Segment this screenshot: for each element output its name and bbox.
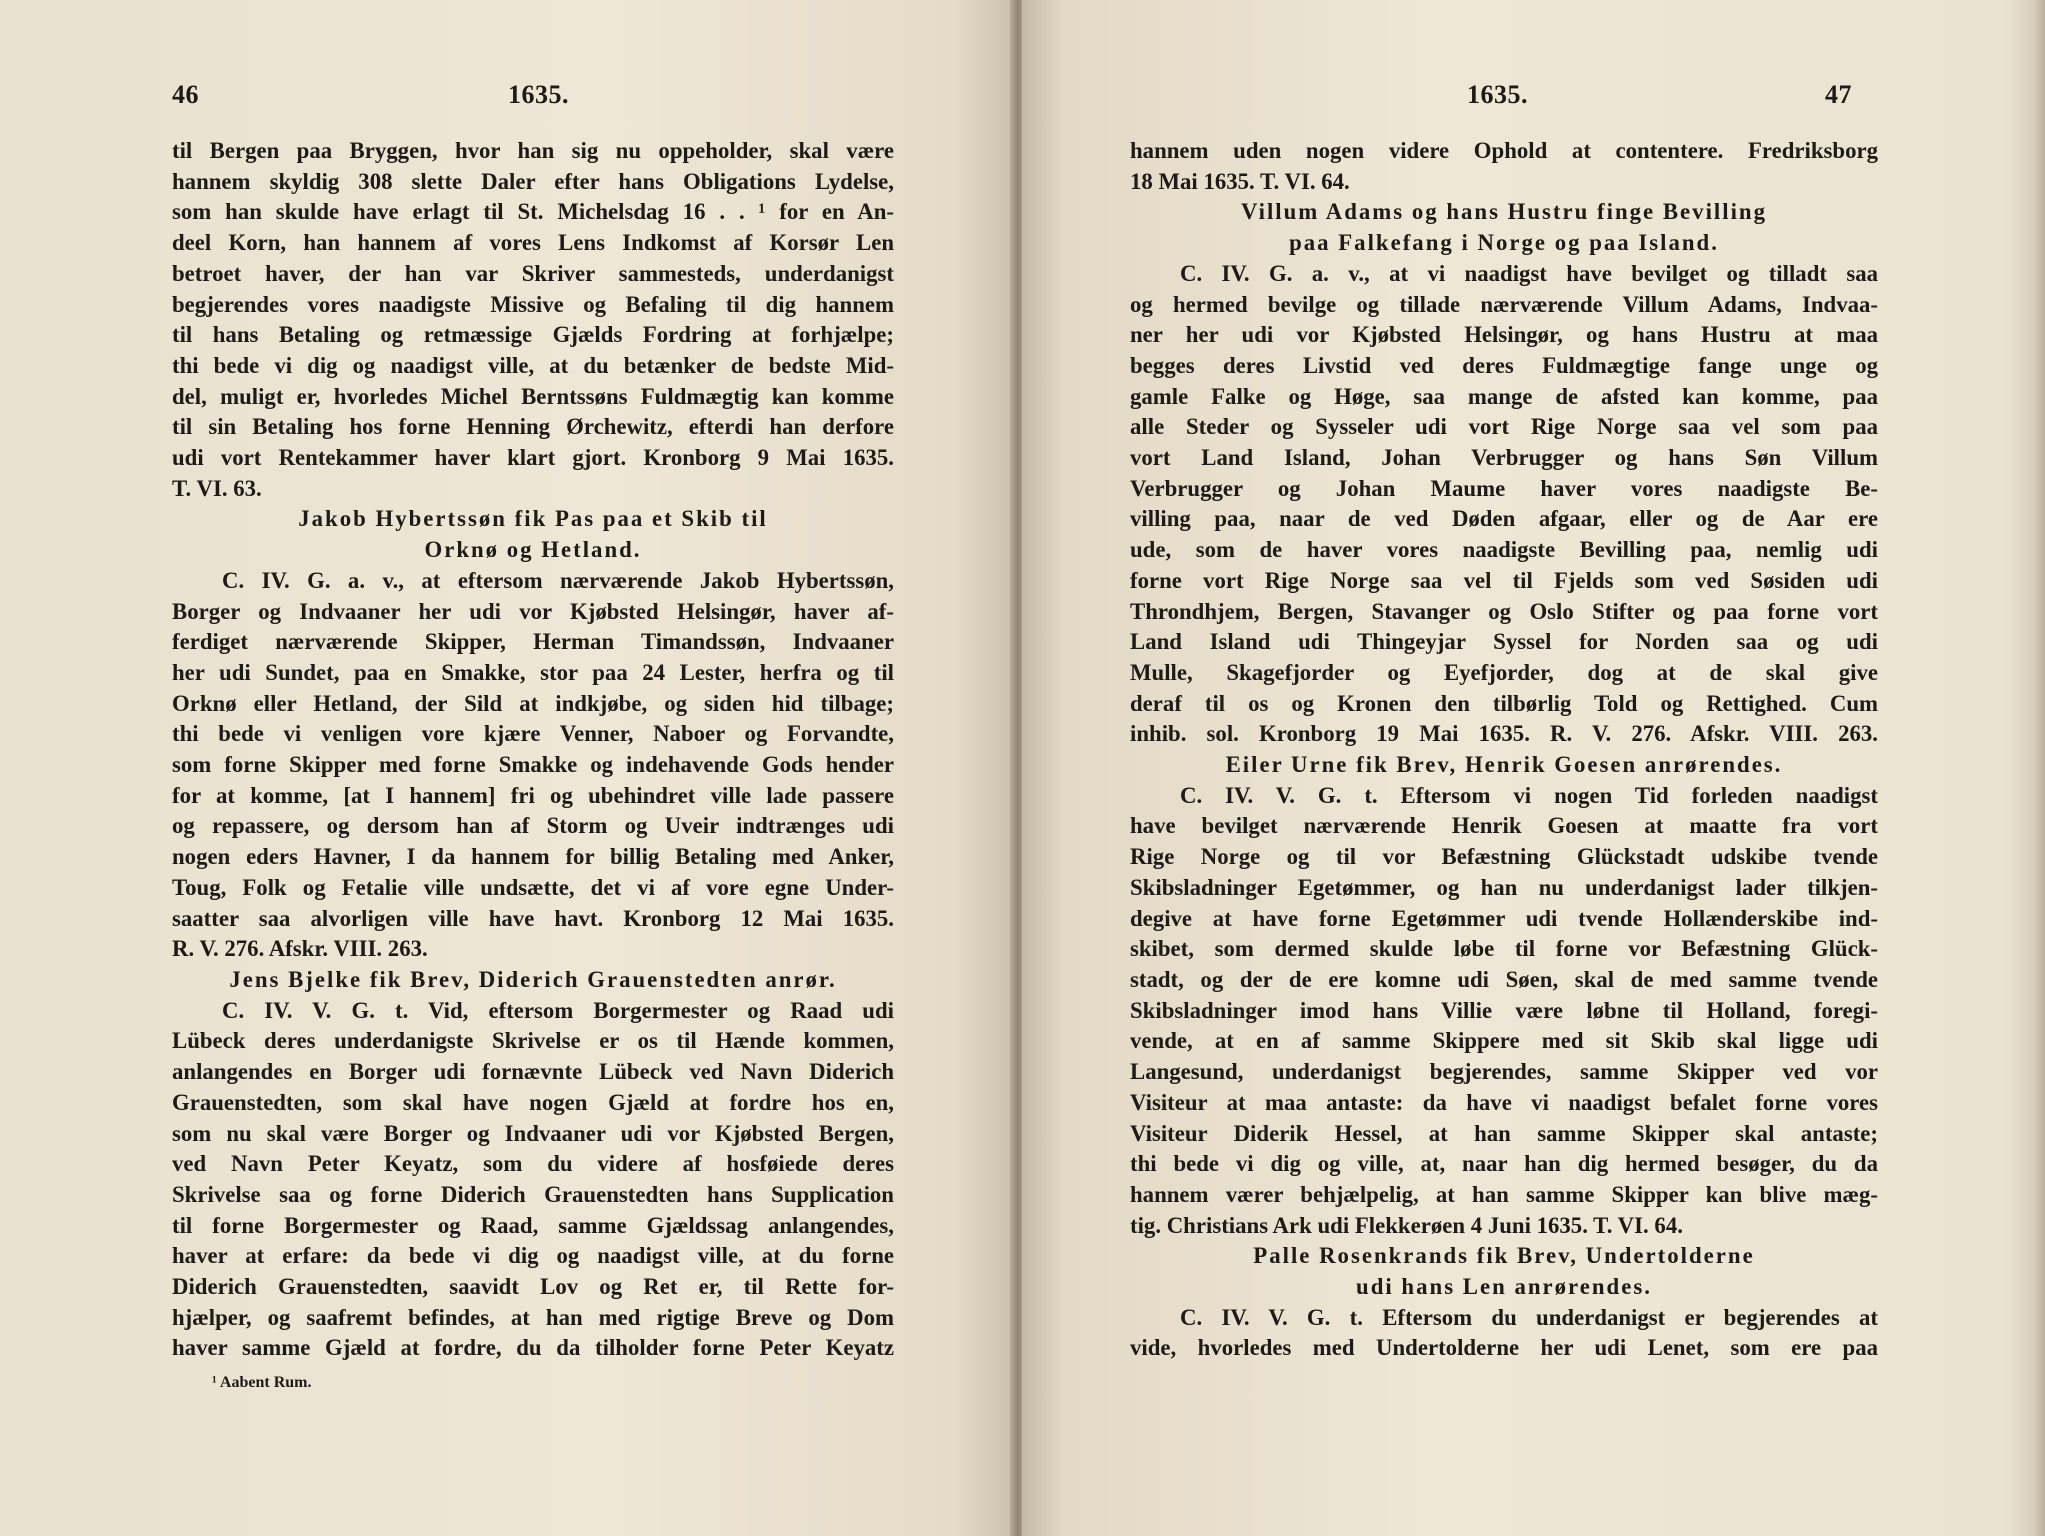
text-line: vide, hvorledes med Undertolderne her udi Lenet, som ere paa <box>1130 1335 1878 1361</box>
text-line: begges deres Livstid ved deres Fuldmægtige fange unge og <box>1130 352 1878 378</box>
text-line: Verbrugger og Johan Maume haver vores naadigste Be- <box>1130 475 1878 501</box>
text-line: vende, at en af samme Skippere med sit Skib skal ligge udi <box>1130 1028 1878 1054</box>
text-line: saatter saa alvorligen ville have havt. Kronborg 12 Mai 1635. <box>172 905 894 931</box>
text-line: ferdiget nærværende Skipper, Herman Timandssøn, Indvaaner <box>172 629 894 655</box>
text-line: tig. Christians Ark udi Flekkerøen 4 Juni 1635. T. VI. 64. <box>1130 1212 1683 1238</box>
text-line: deel Korn, han hannem af vores Lens Indkomst af Korsør Len <box>172 230 894 256</box>
text-line: thi bede vi venligen vore kjære Venner, Naboer og Forvandte, <box>172 721 894 747</box>
text-line: begjerendes vores naadigste Missive og Befaling til dig hannem <box>172 291 894 317</box>
entry-heading: Eiler Urne fik Brev, Henrik Goesen anrørendes. <box>1225 752 1783 778</box>
text-line: inhib. sol. Kronborg 19 Mai 1635. R. V. 276. Afskr. VIII. 263. <box>1130 721 1878 747</box>
text-line: Visiteur at maa antaste: da have vi naadigst befalet forne vores <box>1130 1089 1878 1115</box>
page-text <box>1130 136 1878 1364</box>
text-line: deraf til os og Kronen den tilbørlig Told og Rettighed. Cum <box>1130 690 1878 716</box>
text-line: betroet haver, der han var Skriver sammesteds, underdanigst <box>172 260 894 286</box>
text-line: ner her udi vor Kjøbsted Helsingør, og hans Hustru at maa <box>1130 322 1878 348</box>
text-line: gamle Falke og Høge, saa mange de afsted kan komme, paa <box>1130 383 1878 409</box>
text-line: Visiteur Diderik Hessel, at han samme Skipper skal antaste; <box>1130 1120 1878 1146</box>
running-head: 1635. <box>508 80 569 109</box>
text-line: degive at have forne Egetømmer udi tvende Hollænderskibe ind- <box>1130 905 1878 931</box>
text-line: C. IV. V. G. t. Vid, eftersom Borgermester og Raad udi <box>222 997 894 1023</box>
text-line: alle Steder og Sysseler udi vort Rige Norge saa vel som paa <box>1130 414 1878 440</box>
text-line: haver at erfare: da bede vi dig og naadigst ville, at du forne <box>172 1243 894 1269</box>
right-page <box>1022 0 2045 1536</box>
text-line: til forne Borgermester og Raad, samme Gjældssag anlangendes, <box>172 1212 894 1238</box>
page-edge <box>2033 0 2045 1536</box>
text-line: ude, som de haver vores naadigste Bevilling paa, nemlig udi <box>1130 537 1878 563</box>
text-line: del, muligt er, hvorledes Michel Berntssøns Fuldmægtig kan komme <box>172 383 894 409</box>
left-page <box>0 0 1016 1536</box>
text-line: T. VI. 63. <box>172 475 262 501</box>
text-line: vort Land Island, Johan Verbrugger og hans Søn Villum <box>1130 445 1878 471</box>
entry-heading: Orknø og Hetland. <box>424 537 642 563</box>
text-line: og repassere, og dersom han af Storm og Uveir indtrænges udi <box>172 813 894 839</box>
text-line: haver samme Gjæld at fordre, du da tilholder forne Peter Keyatz <box>172 1335 894 1361</box>
text-line: her udi Sundet, paa en Smakke, stor paa 24 Lester, herfra og til <box>172 659 894 685</box>
text-line: C. IV. V. G. t. Eftersom du underdanigst er begjerendes at <box>1180 1304 1878 1330</box>
text-line: hannem skyldig 308 slette Daler efter hans Obligations Lydelse, <box>172 168 894 194</box>
text-line: Land Island udi Thingeyjar Syssel for Norden saa og udi <box>1130 629 1878 655</box>
text-line: Orknø eller Hetland, der Sild at indkjøbe, og siden hid tilbage; <box>172 690 894 716</box>
text-line: Throndhjem, Bergen, Stavanger og Oslo Stifter og paa forne vort <box>1130 598 1878 624</box>
text-line: Diderich Grauenstedten, saavidt Lov og Ret er, til Rette for- <box>172 1274 894 1300</box>
text-line: 18 Mai 1635. T. VI. 64. <box>1130 168 1350 194</box>
text-line: udi vort Rentekammer haver klart gjort. Kronborg 9 Mai 1635. <box>172 445 894 471</box>
text-line: som han skulde have erlagt til St. Michelsdag 16 . . ¹ for en An- <box>172 199 894 225</box>
text-line: anlangendes en Borger udi fornævnte Lübeck ved Navn Diderich <box>172 1059 894 1085</box>
text-line: til Bergen paa Bryggen, hvor han sig nu oppeholder, skal være <box>172 138 894 163</box>
text-line: Rige Norge og til vor Befæstning Glückstadt udskibe tvende <box>1130 844 1878 870</box>
text-line: som forne Skipper med forne Smakke og indehavende Gods hender <box>172 752 894 778</box>
page-text <box>172 136 894 1364</box>
footnote: ¹ Aabent Rum. <box>212 1374 312 1391</box>
text-line: thi bede vi dig og ville, at, naar han dig hermed besøger, du da <box>1130 1151 1878 1177</box>
text-line: Skibsladninger imod hans Villie være løbne til Holland, foregi- <box>1130 997 1878 1023</box>
text-line: C. IV. G. a. v., at vi naadigst have bevilget og tilladt saa <box>1180 260 1878 286</box>
text-line: Skibsladninger Egetømmer, og han nu underdanigst lader tilkjen- <box>1130 874 1878 900</box>
text-line: forne vort Rige Norge saa vel til Fjelds som ved Søsiden udi <box>1130 567 1878 593</box>
text-line: have bevilget nærværende Henrik Goesen at maatte fra vort <box>1130 813 1878 839</box>
text-line: C. IV. V. G. t. Eftersom vi nogen Tid forleden naadigst <box>1180 782 1878 808</box>
text-line: til hans Betaling og retmæssige Gjælds Fordring at forhjælpe; <box>172 322 894 348</box>
text-line: C. IV. G. a. v., at eftersom nærværende Jakob Hybertssøn, <box>222 567 894 593</box>
text-line: for at komme, [at I hannem] fri og ubehindret ville lade passere <box>172 782 894 808</box>
running-head: 1635. <box>1467 80 1528 109</box>
text-line: til sin Betaling hos forne Henning Ørchewitz, efterdi han derfore <box>172 414 894 440</box>
text-line: villing paa, naar de ved Døden afgaar, eller og de Aar ere <box>1130 506 1878 532</box>
text-line: R. V. 276. Afskr. VIII. 263. <box>172 936 428 962</box>
text-line: ved Navn Peter Keyatz, som du videre af hosføiede deres <box>172 1151 894 1177</box>
entry-heading: Jakob Hybertssøn fik Pas paa et Skib til <box>298 506 768 532</box>
text-line: hannem værer behjælpelig, at han samme Skipper kan blive mæg- <box>1130 1181 1878 1207</box>
entry-heading: paa Falkefang i Norge og paa Island. <box>1289 230 1719 256</box>
text-line: Lübeck deres underdanigste Skrivelse er os til Hænde kommen, <box>172 1028 894 1054</box>
text-line: Langesund, underdanigst begjerendes, samme Skipper ved vor <box>1130 1059 1878 1085</box>
text-line: Borger og Indvaaner her udi vor Kjøbsted Helsingør, haver af- <box>172 598 894 624</box>
text-line: som nu skal være Borger og Indvaaner udi vor Kjøbsted Bergen, <box>172 1120 894 1146</box>
text-line: stadt, og der de ere komne udi Søen, skal de med samme tvende <box>1130 966 1878 992</box>
text-line: skibet, som dermed skulde løbe til forne vor Befæstning Glück- <box>1130 936 1878 962</box>
entry-heading: udi hans Len anrørendes. <box>1356 1274 1652 1300</box>
text-line: Mulle, Skagefjorder og Eyefjorder, dog at de skal give <box>1130 659 1878 685</box>
page-number: 47 <box>1825 80 1852 109</box>
text-line: og hermed bevilge og tillade nærværende Villum Adams, Indvaa- <box>1130 291 1878 317</box>
page-number: 46 <box>172 80 199 109</box>
text-line: hjælper, og saafremt befindes, at han med rigtige Breve og Dom <box>172 1304 894 1330</box>
entry-heading: Villum Adams og hans Hustru finge Bevilling <box>1241 199 1767 225</box>
text-line: hannem uden nogen videre Ophold at contentere. Fredriksborg <box>1130 138 1878 163</box>
entry-heading: Jens Bjelke fik Brev, Diderich Grauenstedten anrør. <box>229 966 837 992</box>
text-line: nogen eders Havner, I da hannem for billig Betaling med Anker, <box>172 844 894 870</box>
text-line: Grauenstedten, som skal have nogen Gjæld at fordre hos en, <box>172 1089 894 1115</box>
entry-heading: Palle Rosenkrands fik Brev, Undertolderne <box>1253 1243 1755 1269</box>
text-line: Skrivelse saa og forne Diderich Grauenstedten hans Supplication <box>172 1181 894 1207</box>
text-line: thi bede vi dig og naadigst ville, at du betænker de bedste Mid- <box>172 352 894 378</box>
text-line: Toug, Folk og Fetalie ville undsætte, det vi af vore egne Under- <box>172 874 894 900</box>
